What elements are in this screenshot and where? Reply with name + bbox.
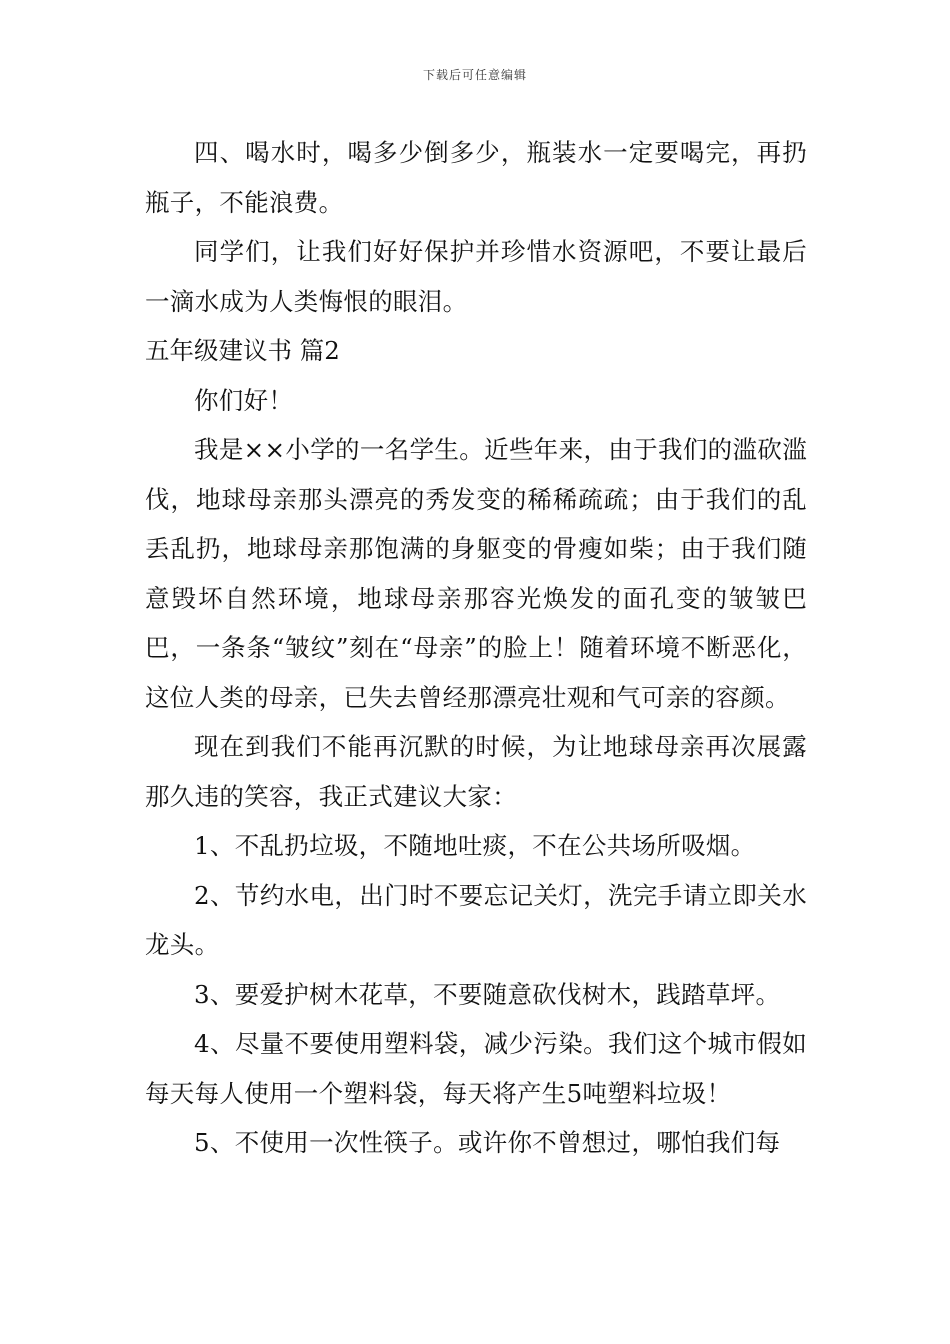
- list-item: 4、尽量不要使用塑料袋，减少污染。我们这个城市假如每天每人使用一个塑料袋，每天将产生5吨塑料垃圾！: [145, 1029, 807, 1108]
- list-item: 3、要爱护树木花草，不要随意砍伐树木，践踏草坪。: [194, 979, 781, 1009]
- paragraph: 我是××小学的一名学生。近些年来，由于我们的滥砍滥伐，地球母亲那头漂亮的秀发变的稀稀疏疏；由于我们的乱丢乱扔，地球母亲那饱满的身躯变的骨瘦如柴；由于我们随意毁坏自然环境，地球母亲那容光焕发的面孔变的皱皱巴巴，一条条“皱纹”刻在“母亲”的脸上！随着环境不断恶化，这位人类的母亲，已失去曾经那漂亮壮观和气可亲的容颜。: [145, 435, 807, 712]
- list-item: 2、节约水电，出门时不要忘记关灯，洗完手请立即关水龙头。: [145, 880, 807, 959]
- paragraph: 四、喝水时，喝多少倒多少，瓶装水一定要喝完，再扔瓶子，不能浪费。: [145, 138, 807, 217]
- paragraph: 现在到我们不能再沉默的时候，为让地球母亲再次展露那久违的笑容，我正式建议大家：: [145, 732, 807, 811]
- list-item: 5、不使用一次性筷子。或许你不曾想过，哪怕我们每: [194, 1128, 781, 1157]
- greeting: 你们好！: [194, 385, 294, 415]
- page-header-note: 下载后可任意编辑: [422, 68, 527, 82]
- paragraph: 同学们，让我们好好保护并珍惜水资源吧，不要让最后一滴水成为人类悔恨的眼泪。: [145, 237, 807, 316]
- document-body: [145, 128, 807, 1168]
- list-item: 1、不乱扔垃圾，不随地吐痰，不在公共场所吸烟。: [194, 831, 756, 860]
- section-title: 五年级建议书 篇2: [145, 336, 340, 365]
